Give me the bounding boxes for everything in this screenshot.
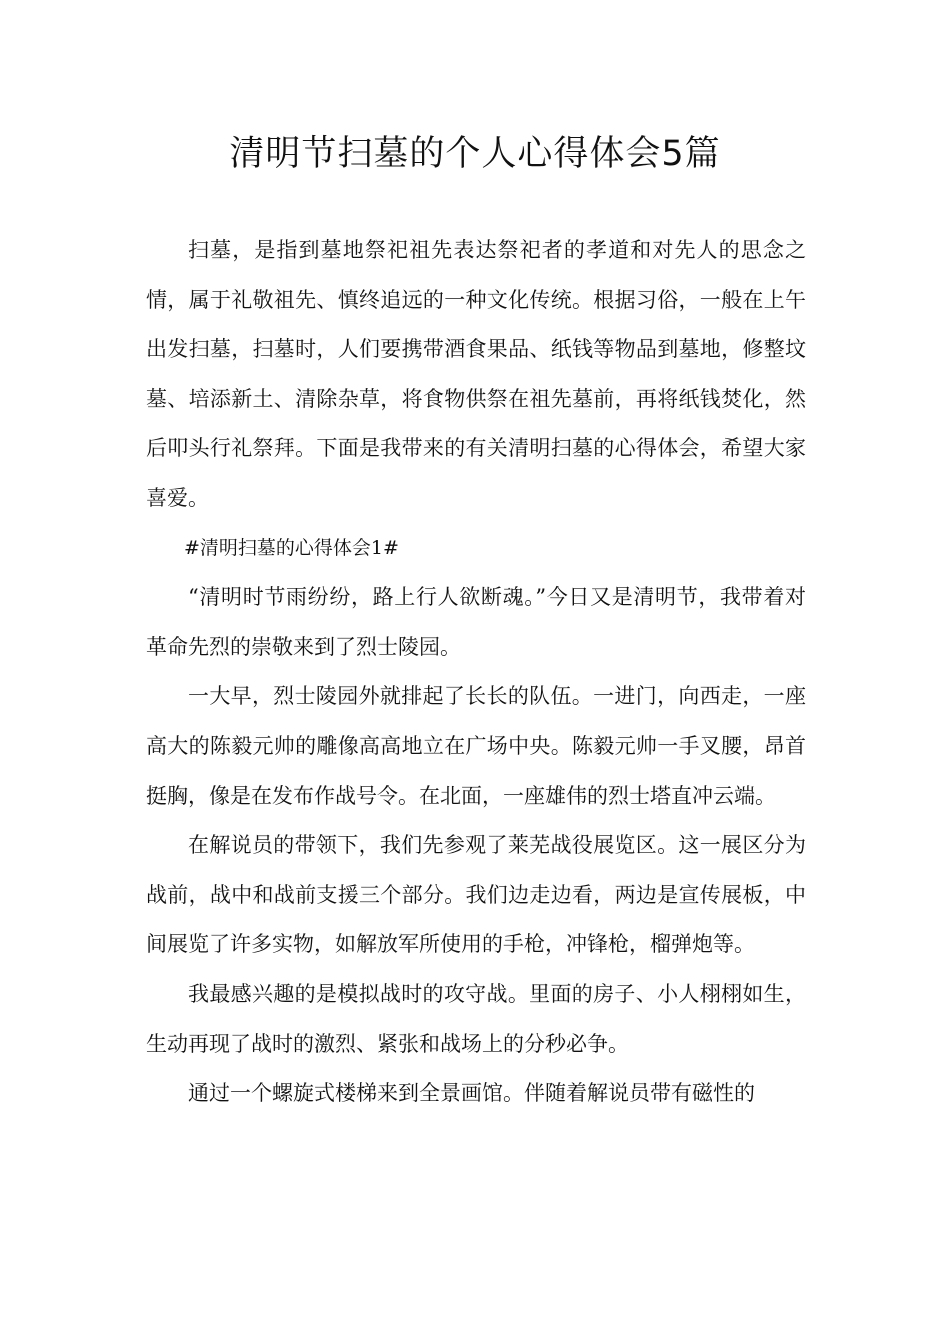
- section-heading-1: #清明扫墓的心得体会1#: [184, 536, 399, 559]
- paragraph-3: 在解说员的带领下，我们先参观了莱芜战役展览区。这一展区分为战前，战中和战前支援三个部分。我们边走边看，两边是宣传展板，中间展览了许多实物，如解放军所使用的手枪，冲锋枪，榴弹炮等。: [146, 833, 806, 957]
- paragraph-4: 我最感兴趣的是模拟战时的攻守战。里面的房子、小人栩栩如生，生动再现了战时的激烈、紧张和战场上的分秒必争。: [146, 981, 806, 1056]
- paragraph-1: “清明时节雨纷纷，路上行人欲断魂。”今日又是清明节，我带着对革命先烈的崇敬来到了烈士陵园。: [146, 585, 806, 659]
- paragraph-2: 一大早，烈士陵园外就排起了长长的队伍。一进门，向西走，一座高大的陈毅元帅的雕像高高地立在广场中央。陈毅元帅一手叉腰，昂首挺胸，像是在发布作战号令。在北面，一座雄伟的烈士塔直冲云端。: [146, 684, 806, 808]
- document-body: [146, 226, 806, 1119]
- paragraph-5: 通过一个螺旋式楼梯来到全景画馆。伴随着解说员带有磁性的: [188, 1081, 755, 1106]
- paragraph-intro: 扫墓，是指到墓地祭祀祖先表达祭祀者的孝道和对先人的思念之情，属于礼敬祖先、慎终追远的一种文化传统。根据习俗，一般在上午出发扫墓，扫墓时，人们要携带酒食果品、纸钱等物品到墓地，修整坟墓、培添新土、清除杂草，将食物供祭在祖先墓前，再将纸钱焚化，然后叩头行礼祭拜。下面是我带来的有关清明扫墓的心得体会，希望大家喜爱。: [146, 238, 806, 510]
- document-title: 清明节扫墓的个人心得体会5篇: [229, 134, 721, 174]
